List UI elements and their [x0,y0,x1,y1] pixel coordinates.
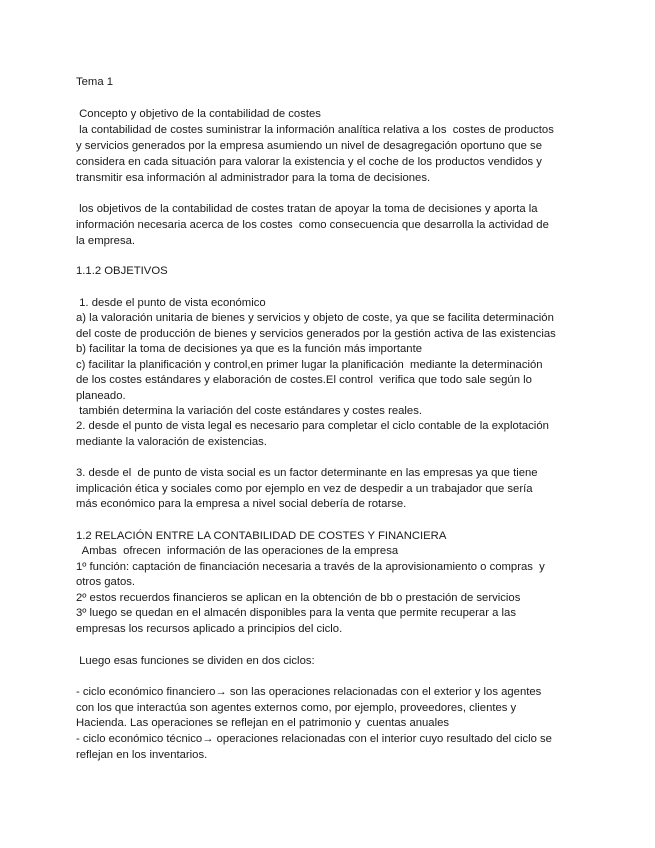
objectives-intro-line: la empresa. [76,235,136,247]
relation-line: 2º estos recuerdos financieros se aplican en la obtención de bb o prestación de servicios [76,592,521,604]
objective-line: 2. desde el punto de vista legal es necesario para completar el ciclo contable de la explotación [76,420,549,432]
concept-heading: Concepto y objetivo de la contabilidad de costes [76,108,321,120]
objective-line: planeado. [76,390,126,402]
objective-line: mediante la valoración de existencias. [76,436,267,448]
objective-line: también determina la variación del coste estándares y costes reales. [76,405,422,417]
relation-line: empresas los recursos aplicado a principios del ciclo. [76,623,343,635]
cycle-line: - ciclo económico técnico→ operaciones relacionadas con el interior cuyo resultado del ciclo se [76,733,552,745]
concept-paragraph-line: considera en cada situación para valorar la existencia y el coche de los productos vendidos y [76,156,542,168]
concept-paragraph-line: y servicios generados por la empresa asumiendo un nivel de desagregación oportuno que se [76,140,542,152]
relation-line: 1º función: captación de financiación necesaria a través de la aprovisionamiento o compras y [76,561,545,573]
objective-line: de los costes estándares y elaboración de costes.El control verifica que todo sale según lo [76,374,532,386]
social-objective-line: implicación ética y sociales como por ejemplo en vez de despedir a un trabajador que sería [76,483,533,495]
relation-line: Ambas ofrecen información de las operaciones de la empresa [76,545,399,557]
relation-line: otros gatos. [76,576,136,588]
concept-paragraph-line: la contabilidad de costes suministrar la información analítica relativa a los costes de productos [76,124,554,136]
objective-line: 1. desde el punto de vista económico [76,297,266,309]
relation-heading: 1.2 RELACIÓN ENTRE LA CONTABILIDAD DE COSTES Y FINANCIERA [76,530,447,542]
relation-line: 3º luego se quedan en el almacén disponibles para la venta que permite recuperar a las [76,607,516,619]
concept-paragraph-line: transmitir esa información al administrador para la toma de decisiones. [76,172,431,184]
objective-line: b) facilitar la toma de decisiones ya que es la función más importante [76,343,422,355]
social-objective-line: 3. desde el de punto de vista social es un factor determinante en las empresas ya que tiene [76,467,538,479]
objective-line: c) facilitar la planificación y control,en primer lugar la planificación mediante la determinación [76,359,543,371]
objective-line: a) la valoración unitaria de bienes y servicios y objeto de coste, ya que se facilita determinación [76,312,554,324]
cycle-line: Hacienda. Las operaciones se reflejan en el patrimonio y cuentas anuales [76,717,450,729]
cycle-line: - ciclo económico financiero→ son las operaciones relacionadas con el exterior y los agentes [76,686,542,698]
cycle-line: con los que interactúa son agentes externos como, por ejemplo, proveedores, clientes y [76,702,517,714]
objectives-intro-line: los objetivos de la contabilidad de costes tratan de apoyar la toma de decisiones y aporta la [76,203,538,215]
social-objective-line: más económico para la empresa a nivel social debería de rotarse. [76,498,407,510]
objectives-intro-line: información necesaria acerca de los costes como consecuencia que desarrolla la actividad de [76,219,549,231]
objectives-heading: 1.1.2 OBJETIVOS [76,265,168,277]
cycle-line: reflejan en los inventarios. [76,749,208,761]
document-title: Tema 1 [76,76,114,88]
objective-line: del coste de producción de bienes y servicios generados por la gestión activa de las existencias [76,328,556,340]
cycles-intro: Luego esas funciones se dividen en dos ciclos: [76,655,315,667]
